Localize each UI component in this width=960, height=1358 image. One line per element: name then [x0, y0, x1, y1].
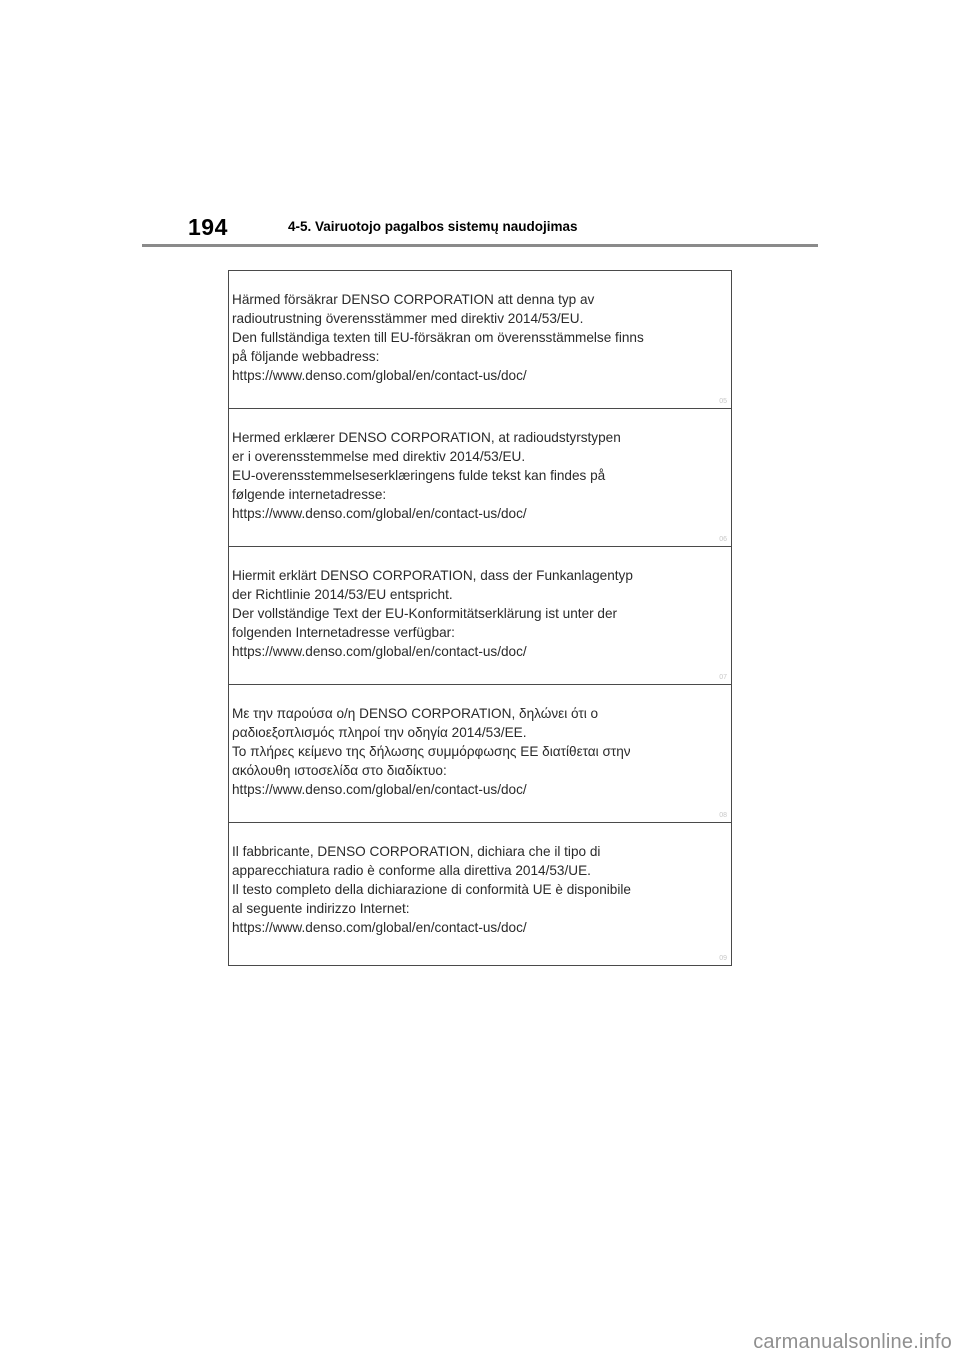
declaration-url: https://www.denso.com/global/en/contact-us/doc/ [232, 368, 527, 383]
declaration-line: Den fullständiga texten till EU-försäkran om överensstämmelse finns [232, 330, 644, 345]
declaration-line: følgende internetadresse: [232, 487, 387, 502]
section-title: 4-5. Vairuotojo pagalbos sistemų naudojimas [288, 219, 578, 234]
declaration-german [229, 547, 731, 685]
declaration-line: på följande webbadress: [232, 349, 380, 364]
declaration-url: https://www.denso.com/global/en/contact-us/doc/ [232, 506, 527, 521]
row-code: 05 [719, 398, 727, 405]
declaration-line: er i overensstemmelse med direktiv 2014/53/EU. [232, 449, 526, 464]
declaration-greek [229, 685, 731, 823]
declaration-line: folgenden Internetadresse verfügbar: [232, 625, 455, 640]
site-watermark: carmanualsonline.info [753, 1331, 952, 1353]
declaration-url: https://www.denso.com/global/en/contact-us/doc/ [232, 782, 527, 797]
declaration-line: Der vollständige Text der EU-Konformitätserklärung ist unter der [232, 606, 618, 621]
declaration-table [228, 270, 732, 966]
declaration-line: Hermed erklærer DENSO CORPORATION, at radioudstyrstypen [232, 430, 621, 445]
declaration-line: der Richtlinie 2014/53/EU entspricht. [232, 587, 453, 602]
header-divider [142, 244, 818, 247]
row-code: 08 [719, 812, 727, 819]
declaration-url: https://www.denso.com/global/en/contact-us/doc/ [232, 644, 527, 659]
page-header [142, 208, 818, 246]
declaration-line: Härmed försäkrar DENSO CORPORATION att denna typ av [232, 292, 595, 307]
declaration-line: Με την παρούσα ο/η DENSO CORPORATION, δηλώνει ότι ο [232, 706, 599, 721]
declaration-line: radioutrustning överensstämmer med direktiv 2014/53/EU. [232, 311, 584, 326]
row-code: 06 [719, 536, 727, 543]
declaration-swedish [229, 271, 731, 409]
declaration-line: al seguente indirizzo Internet: [232, 901, 410, 916]
declaration-line: apparecchiatura radio è conforme alla direttiva 2014/53/UE. [232, 863, 591, 878]
row-code: 07 [719, 674, 727, 681]
declaration-line: Il fabbricante, DENSO CORPORATION, dichiara che il tipo di [232, 844, 601, 859]
declaration-line: Il testo completo della dichiarazione di conformità UE è disponibile [232, 882, 631, 897]
declaration-url: https://www.denso.com/global/en/contact-us/doc/ [232, 920, 527, 935]
declaration-danish [229, 409, 731, 547]
row-code: 09 [719, 955, 727, 962]
page-number: 194 [188, 214, 228, 240]
declaration-line: ραδιοεξοπλισμός πληροί την οδηγία 2014/53/ΕΕ. [232, 725, 527, 740]
declaration-line: Το πλήρες κείμενο της δήλωσης συμμόρφωσης ΕΕ διατίθεται στην [232, 744, 631, 759]
declaration-line: Hiermit erklärt DENSO CORPORATION, dass der Funkanlagentyp [232, 568, 633, 583]
declaration-line: EU-overensstemmelseserklæringens fulde tekst kan findes på [232, 468, 606, 483]
declaration-line: ακόλουθη ιστοσελίδα στο διαδίκτυο: [232, 763, 447, 778]
declaration-italian [229, 823, 731, 965]
